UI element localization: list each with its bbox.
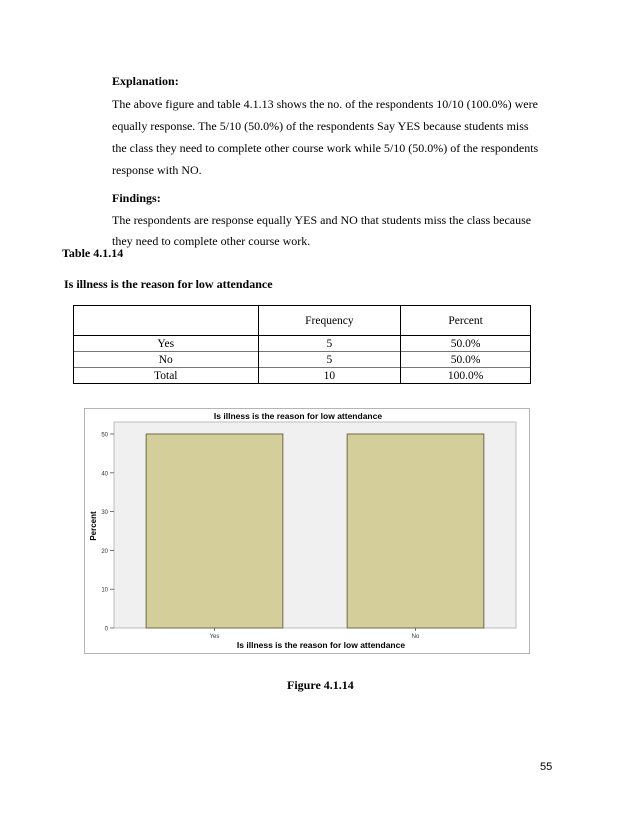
bar-yes	[146, 434, 283, 628]
table-cell-category: Yes	[74, 336, 259, 352]
table-header-percent: Percent	[401, 306, 531, 336]
figure-caption: Figure 4.1.14	[287, 678, 354, 692]
bar-no	[347, 434, 484, 628]
table-cell-percent: 50.0%	[401, 336, 531, 352]
table-cell-frequency: 5	[258, 352, 401, 368]
x-tick-label: No	[411, 634, 420, 640]
table-row	[74, 336, 531, 352]
page-number: 55	[540, 761, 553, 773]
table-header-row	[74, 306, 531, 336]
table-row	[74, 352, 531, 368]
table-cell-category: Total	[74, 368, 259, 384]
table-title: Is illness is the reason for low attendance	[64, 277, 273, 291]
table-cell-percent: 100.0%	[401, 368, 531, 384]
table-cell-category: No	[74, 352, 259, 368]
explanation-line-3: the class they need to complete other course work while 5/10 (50.0%) of the respondents	[112, 141, 539, 155]
x-axis-label: Is illness is the reason for low attendance	[236, 640, 406, 650]
explanation-heading: Explanation:	[112, 74, 179, 88]
explanation-line-4: response with NO.	[112, 163, 202, 177]
y-tick-label: 50	[101, 432, 108, 439]
findings-heading: Findings:	[112, 191, 161, 205]
chart-title: Is illness is the reason for low attendance	[213, 411, 383, 421]
explanation-line-1: The above figure and table 4.1.13 shows the no. of the respondents 10/10 (100.0%) were	[112, 97, 538, 111]
table-header-blank	[74, 306, 259, 336]
y-tick-label: 10	[101, 587, 108, 594]
findings-line-2: they need to complete other course work.	[112, 234, 311, 248]
table-cell-percent: 50.0%	[401, 352, 531, 368]
findings-line-1: The respondents are response equally YES and NO that students miss the class because	[112, 213, 532, 227]
y-axis-label: Percent	[89, 511, 98, 541]
y-tick-label: 20	[101, 548, 108, 555]
bar-chart	[84, 408, 530, 654]
table-row	[74, 368, 531, 384]
bar-chart-svg	[84, 408, 530, 654]
explanation-line-2: equally response. The 5/10 (50.0%) of the respondents Say YES because students miss	[112, 119, 529, 133]
table-header-frequency: Frequency	[258, 306, 401, 336]
y-tick-label: 0	[104, 626, 108, 633]
table-cell-frequency: 5	[258, 336, 401, 352]
table-cell-frequency: 10	[258, 368, 401, 384]
frequency-table	[73, 305, 531, 384]
y-tick-label: 40	[101, 471, 108, 478]
x-tick-label: Yes	[209, 634, 220, 640]
table-label: Table 4.1.14	[62, 246, 124, 260]
y-tick-label: 30	[101, 510, 108, 517]
